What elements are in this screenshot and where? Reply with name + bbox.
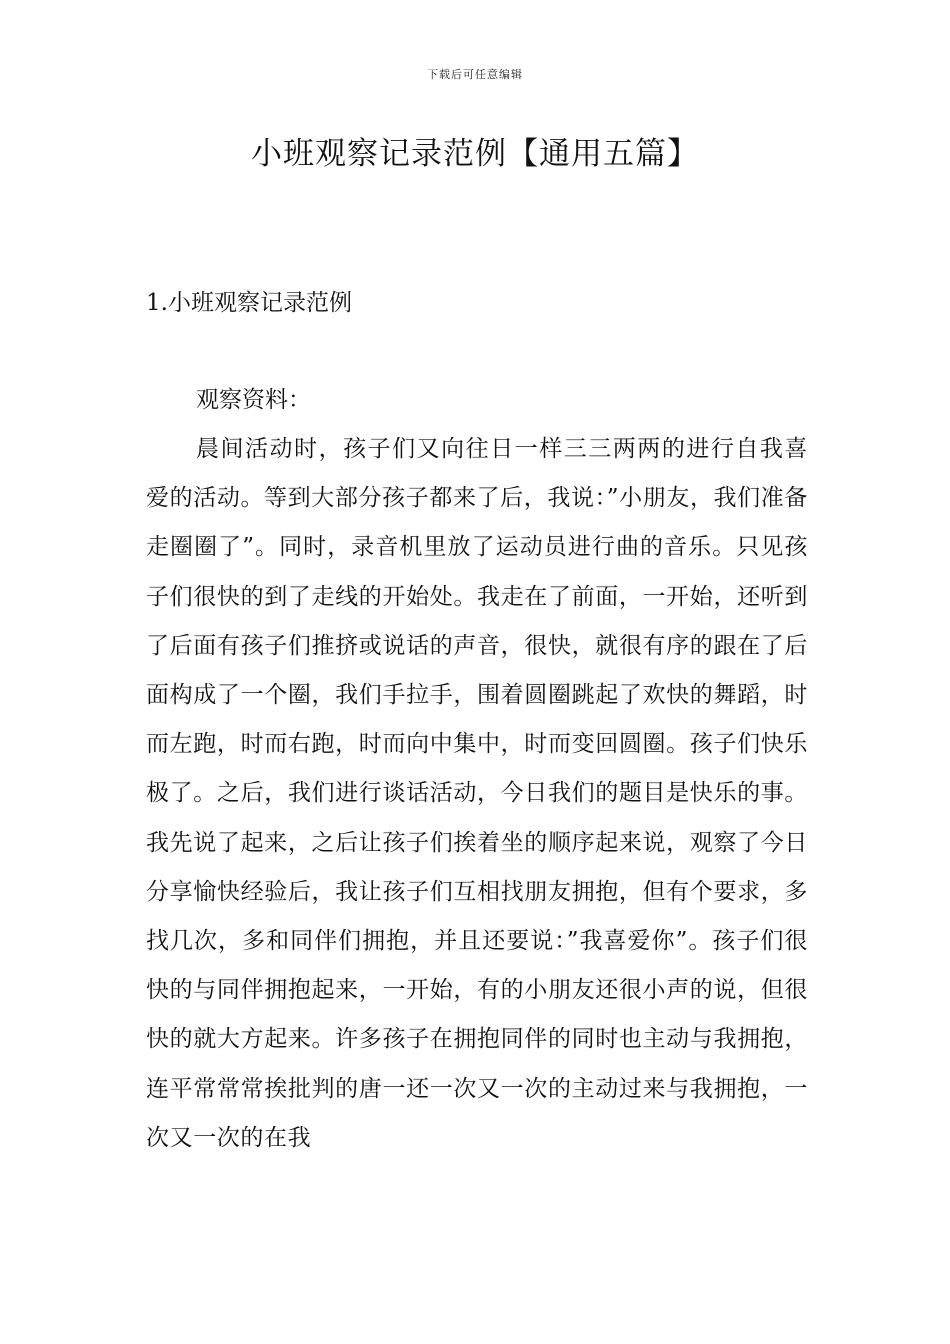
body-paragraph: 晨间活动时，孩子们又向往日一样三三两两的进行自我喜爱的活动。等到大部分孩子都来了后，我说：”小朋友，我们准备走圈圈了”。同时，录音机里放了运动员进行曲的音乐。只见孩子们很快的到了走线的开始处。我走在了前面，一开始，还听到了后面有孩子们推挤或说话的声音，很快，就很有序的跟在了后面构成了一个圈，我们手拉手，围着圆圈跳起了欢快的舞蹈，时而左跑，时而右跑，时而向中集中，时而变回圆圈。孩子们快乐极了。之后，我们进行谈话活动，今日我们的题目是快乐的事。我先说了起来，之后让孩子们挨着坐的顺序起来说，观察了今日分享愉快经验后，我让孩子们互相找朋友拥抱，但有个要求，多找几次，多和同伴们拥抱，并且还要说：”我喜爱你”。孩子们很快的与同伴拥抱起来，一开始，有的小朋友还很小声的说，但很快的就大方起来。许多孩子在拥抱同伴的同时也主动与我拥抱，连平常常常挨批判的唐一还一次又一次的主动过来与我拥抱，一次又一次的在我	[146, 436, 808, 1151]
document-title: 小班观察记录范例【通用五篇】	[251, 136, 699, 172]
observation-label: 观察资料：	[196, 387, 311, 413]
page-header-note: 下载后可任意编辑	[427, 68, 523, 81]
section-heading: 1.小班观察记录范例	[146, 290, 352, 316]
